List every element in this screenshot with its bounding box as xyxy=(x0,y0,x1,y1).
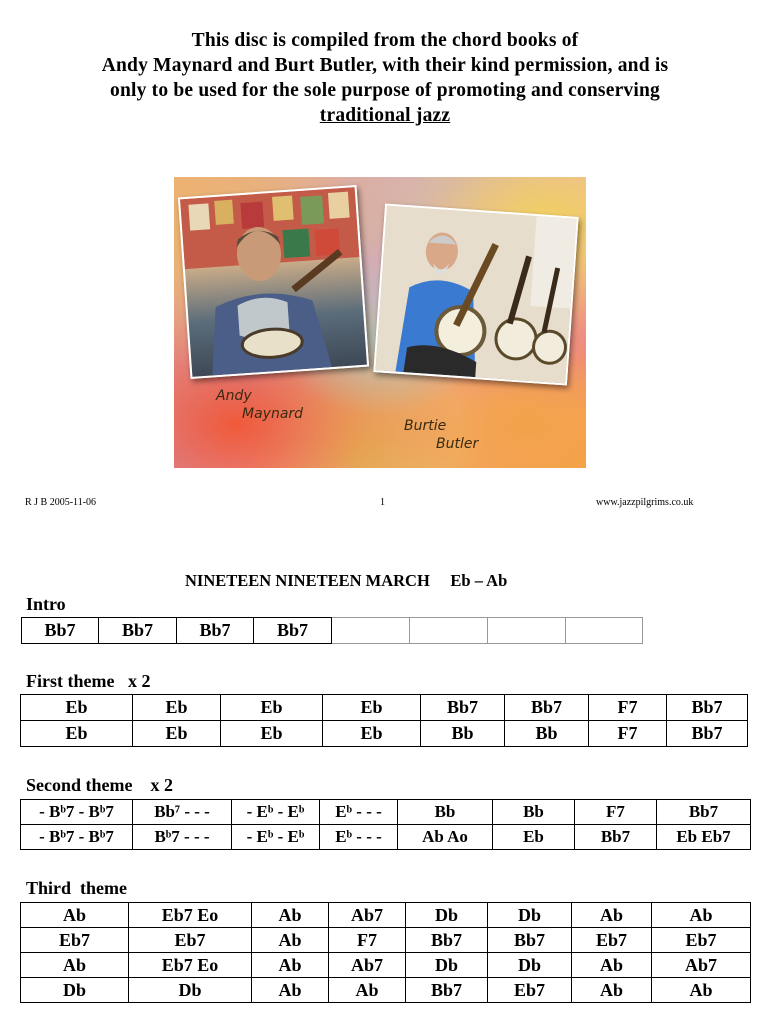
disclaimer-line-3: only to be used for the sole purpose of promoting and conserving xyxy=(110,80,660,101)
chord-cell: Ab Ao xyxy=(398,825,493,850)
chord-cell xyxy=(332,618,410,644)
chord-cell: Bb7 xyxy=(657,800,751,825)
intro-chord-table xyxy=(21,617,643,644)
chord-row xyxy=(21,695,748,721)
chord-cell: Ab7 xyxy=(652,953,751,978)
chord-row xyxy=(21,825,751,850)
chord-cell: Ab7 xyxy=(329,953,406,978)
chord-cell: Ab xyxy=(652,903,751,928)
chord-cell: Bb xyxy=(505,721,589,747)
chord-cell: Eb7 xyxy=(572,928,652,953)
chord-cell: Eb Eb7 xyxy=(657,825,751,850)
banjo-players-photo xyxy=(174,177,586,468)
chord-cell: Ab xyxy=(329,978,406,1003)
chord-cell: Bb7 xyxy=(406,978,488,1003)
footer-author-date: R J B 2005-11-06 xyxy=(25,497,97,508)
chord-cell: Eb xyxy=(493,825,575,850)
chord-cell: Db xyxy=(406,903,488,928)
caption-andy-last: Maynard xyxy=(242,406,304,422)
chord-cell: Ab xyxy=(252,953,329,978)
chord-cell: Bb7 xyxy=(22,618,99,644)
chord-cell: Ab xyxy=(21,903,129,928)
chord-cell: Bb xyxy=(493,800,575,825)
chord-cell xyxy=(566,618,643,644)
chord-row xyxy=(21,721,748,747)
andy-maynard-photo xyxy=(178,185,369,379)
first-theme-label: First theme x 2 xyxy=(26,671,151,691)
chord-cell xyxy=(410,618,488,644)
chord-cell: - Eᵇ - Eᵇ xyxy=(232,800,320,825)
chord-cell: Db xyxy=(488,953,572,978)
intro-label: Intro xyxy=(26,594,66,614)
third-theme-label: Third theme xyxy=(26,878,127,898)
caption-burt-last: Butler xyxy=(436,436,479,452)
chord-cell: Eb7 Eo xyxy=(129,953,252,978)
caption-burt xyxy=(404,417,478,453)
chord-cell: - Bᵇ7 - Bᵇ7 xyxy=(21,800,133,825)
chord-cell: Bb7 xyxy=(177,618,254,644)
chord-cell: Db xyxy=(406,953,488,978)
chord-cell: Eᵇ - - - xyxy=(320,800,398,825)
disclaimer-line-1: This disc is compiled from the chord books of xyxy=(191,30,579,51)
chord-cell: Bb⁷ - - - xyxy=(133,800,232,825)
chord-cell: Ab xyxy=(252,928,329,953)
chord-cell: Bb7 xyxy=(575,825,657,850)
chord-cell: Bᵇ7 - - - xyxy=(133,825,232,850)
chord-cell: Eb7 xyxy=(652,928,751,953)
chord-cell: Ab xyxy=(572,903,652,928)
chord-cell: Eb7 xyxy=(21,928,129,953)
chord-cell: - Bᵇ7 - Bᵇ7 xyxy=(21,825,133,850)
chord-cell: - Eᵇ - Eᵇ xyxy=(232,825,320,850)
chord-cell: Ab xyxy=(572,978,652,1003)
andy-figure-illustration xyxy=(180,187,367,377)
chord-cell: Bb7 xyxy=(488,928,572,953)
chord-row xyxy=(21,978,751,1003)
chord-row xyxy=(21,953,751,978)
chord-cell: F7 xyxy=(589,721,667,747)
chord-row xyxy=(21,928,751,953)
chord-cell: Eb xyxy=(21,721,133,747)
chord-cell: Bb7 xyxy=(406,928,488,953)
caption-burt-first: Burtie xyxy=(404,418,447,434)
chord-cell: Db xyxy=(129,978,252,1003)
chord-cell: Bb7 xyxy=(254,618,332,644)
chord-cell: Bb xyxy=(398,800,493,825)
third-theme-chord-table xyxy=(20,902,751,1003)
chord-cell: Eb7 xyxy=(488,978,572,1003)
first-theme-chord-table xyxy=(20,694,748,747)
chord-cell: Eb7 xyxy=(129,928,252,953)
chord-cell: Bb xyxy=(421,721,505,747)
chord-cell: Ab xyxy=(252,978,329,1003)
chord-cell: Eb xyxy=(221,721,323,747)
chord-cell: Eb xyxy=(221,695,323,721)
disclaimer-text xyxy=(30,28,740,128)
chord-cell: Eᵇ - - - xyxy=(320,825,398,850)
second-theme-chord-table xyxy=(20,799,751,850)
chord-cell: Bb7 xyxy=(667,695,748,721)
chord-row xyxy=(22,618,643,644)
burt-figure-illustration xyxy=(375,206,576,384)
chord-cell: Db xyxy=(488,903,572,928)
burt-butler-photo xyxy=(373,203,578,385)
chord-cell: Eb xyxy=(133,695,221,721)
chord-cell: Ab7 xyxy=(329,903,406,928)
second-theme-label: Second theme x 2 xyxy=(26,775,173,795)
footer-page-number: 1 xyxy=(380,497,385,508)
chord-row xyxy=(21,903,751,928)
chord-cell xyxy=(488,618,566,644)
chord-cell: Eb7 Eo xyxy=(129,903,252,928)
chord-cell: Ab xyxy=(652,978,751,1003)
chord-cell: Ab xyxy=(21,953,129,978)
chord-cell: Ab xyxy=(572,953,652,978)
footer-website-link[interactable]: www.jazzpilgrims.co.uk xyxy=(596,497,694,508)
chord-cell: Eb xyxy=(323,695,421,721)
chord-cell: F7 xyxy=(575,800,657,825)
chord-cell: Eb xyxy=(133,721,221,747)
chord-cell: Bb7 xyxy=(505,695,589,721)
chord-cell: F7 xyxy=(329,928,406,953)
chord-cell: Bb7 xyxy=(99,618,177,644)
disclaimer-line-4: traditional jazz xyxy=(319,105,451,126)
chord-cell: Eb xyxy=(21,695,133,721)
chord-row xyxy=(21,800,751,825)
caption-andy xyxy=(216,387,303,423)
disclaimer-line-2: Andy Maynard and Burt Butler, with their kind permission, and is xyxy=(101,55,669,76)
chord-cell: Ab xyxy=(252,903,329,928)
chord-cell: Bb7 xyxy=(667,721,748,747)
chord-cell: Eb xyxy=(323,721,421,747)
caption-andy-first: Andy xyxy=(216,388,252,404)
chord-cell: F7 xyxy=(589,695,667,721)
chord-cell: Db xyxy=(21,978,129,1003)
song-title: NINETEEN NINETEEN MARCH Eb – Ab xyxy=(185,571,508,590)
chord-cell: Bb7 xyxy=(421,695,505,721)
